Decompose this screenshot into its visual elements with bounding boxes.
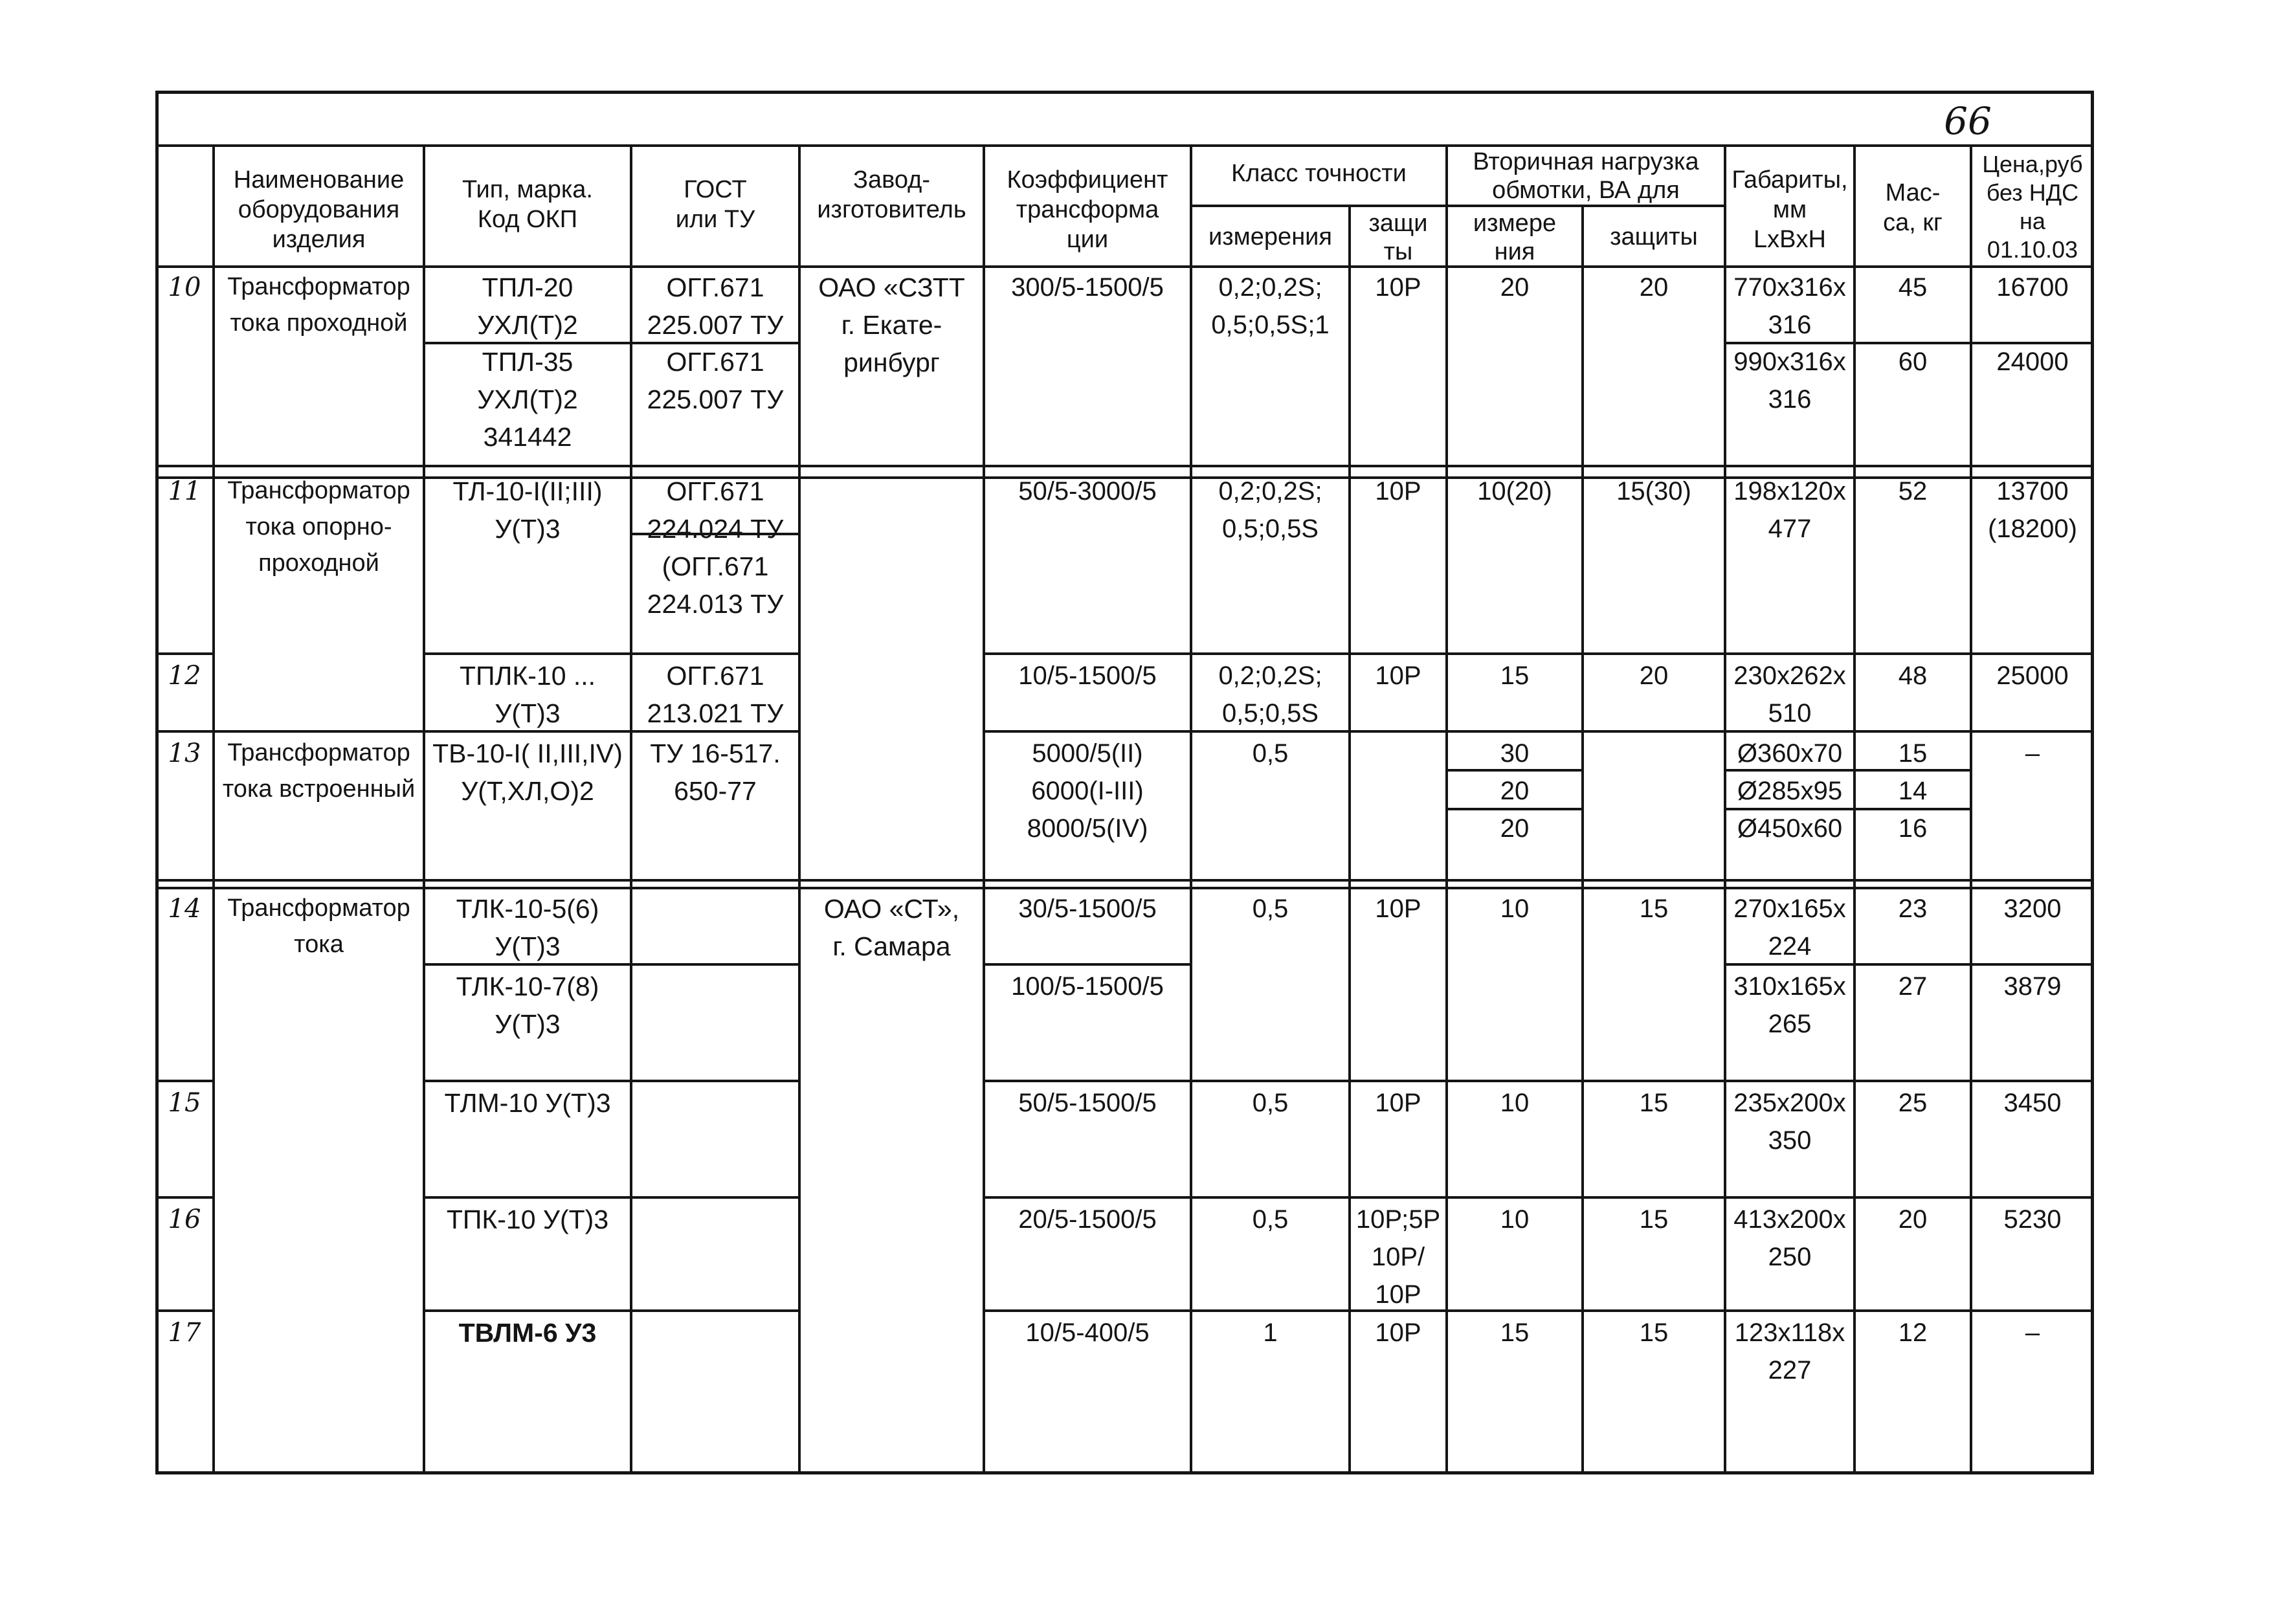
type-code: У(Т)3 bbox=[495, 1009, 561, 1039]
type-code: ТПЛ-20 bbox=[482, 273, 574, 302]
maker: ринбург bbox=[843, 348, 940, 377]
type-code: ТЛ-10-I(II;III) bbox=[452, 476, 603, 506]
dimensions: 230x262x bbox=[1733, 662, 1846, 690]
accuracy-protection: 10Р bbox=[1375, 273, 1421, 302]
row-rule bbox=[984, 963, 1191, 966]
row-number: 10 bbox=[168, 273, 201, 302]
type-code: ТПК-10 У(Т)3 bbox=[446, 1205, 609, 1234]
accuracy-measurement: 0,5 bbox=[1252, 895, 1289, 923]
load-measurement: 20 bbox=[1500, 273, 1530, 302]
load-protection: 15(30) bbox=[1616, 477, 1691, 506]
dimensions: 310x165x bbox=[1733, 972, 1846, 1001]
price: (18200) bbox=[1988, 515, 2077, 543]
type-code: У(Т)3 bbox=[495, 931, 561, 961]
accuracy-measurement: 0,5 bbox=[1252, 739, 1289, 768]
dimensions: 123x118x bbox=[1734, 1318, 1845, 1347]
dimensions: 270x165x bbox=[1733, 895, 1846, 923]
row-rule bbox=[155, 465, 2094, 467]
dimensions: 510 bbox=[1768, 699, 1812, 728]
row-rule bbox=[984, 730, 2094, 733]
type-code: У(Т)3 bbox=[495, 514, 561, 544]
gost: 225.007 ТУ bbox=[647, 384, 784, 414]
dimensions: Ø450x60 bbox=[1737, 814, 1843, 843]
ratio: 50/5-3000/5 bbox=[1018, 477, 1157, 506]
row-rule bbox=[424, 1196, 799, 1199]
dimensions: 990x316x bbox=[1733, 348, 1846, 376]
dimensions: 235x200x bbox=[1733, 1089, 1846, 1117]
header-mass: Мас- bbox=[1885, 179, 1941, 206]
gost: 224.013 ТУ bbox=[647, 589, 784, 619]
accuracy-measurement: 1 bbox=[1263, 1318, 1278, 1347]
equipment-name: Трансформатор bbox=[227, 273, 410, 300]
header-acc-prot: защи bbox=[1368, 210, 1428, 237]
mass: 60 bbox=[1898, 348, 1928, 376]
load-measurement: 15 bbox=[1500, 1318, 1530, 1347]
equipment-name: тока bbox=[294, 931, 344, 958]
header-load-meas: ния bbox=[1494, 238, 1535, 265]
gost: ОГГ.671 bbox=[666, 273, 764, 302]
header-bottom-rule bbox=[155, 265, 2094, 268]
dimensions: 350 bbox=[1768, 1126, 1812, 1155]
ratio: 5000/5(II) bbox=[1032, 739, 1143, 768]
accuracy-measurement: 0,5;0,5S bbox=[1221, 699, 1319, 728]
price: 3450 bbox=[2003, 1089, 2062, 1117]
type-code: У(Т,ХЛ,О)2 bbox=[461, 776, 594, 806]
maker: г. Екате- bbox=[841, 310, 942, 340]
row-rule bbox=[984, 652, 2094, 655]
price: – bbox=[2025, 1318, 2040, 1347]
price: 5230 bbox=[2003, 1205, 2062, 1234]
accuracy-protection: 10Р;5Р bbox=[1355, 1205, 1441, 1234]
header-price: без НДС bbox=[1986, 179, 2079, 206]
header-type: Код ОКП bbox=[477, 206, 578, 233]
row-rule bbox=[155, 1080, 214, 1082]
column-rule bbox=[212, 146, 215, 1474]
price: 13700 bbox=[1996, 477, 2069, 506]
maker: ОАО «СЗТТ bbox=[818, 273, 965, 302]
header-name: Наименование bbox=[233, 166, 405, 194]
load-protection: 15 bbox=[1639, 1089, 1669, 1117]
header-price: Цена,руб bbox=[1982, 151, 2083, 177]
type-code: ТПЛК-10 ... bbox=[459, 661, 596, 691]
type-code: ТПЛ-35 bbox=[482, 347, 574, 377]
dimensions: 477 bbox=[1768, 515, 1812, 543]
mass: 23 bbox=[1898, 895, 1928, 923]
ratio: 300/5-1500/5 bbox=[1011, 273, 1164, 302]
header-load-prot: защиты bbox=[1610, 223, 1698, 250]
equipment-name: тока проходной bbox=[230, 309, 408, 337]
row-number: 13 bbox=[168, 739, 201, 768]
equipment-name: Трансформатор bbox=[227, 739, 410, 766]
header-mass: са, кг bbox=[1883, 209, 1943, 236]
dimensions: 198x120x bbox=[1733, 477, 1846, 506]
equipment-name: проходной bbox=[258, 550, 379, 577]
dimensions: Ø360x70 bbox=[1737, 739, 1843, 768]
accuracy-measurement: 0,5 bbox=[1252, 1089, 1289, 1117]
header-ratio: ции bbox=[1066, 226, 1109, 253]
row-number: 15 bbox=[168, 1088, 201, 1118]
header-gost: или ТУ bbox=[675, 206, 755, 233]
dimensions: 227 bbox=[1768, 1356, 1812, 1385]
equipment-name: Трансформатор bbox=[227, 477, 410, 504]
row-rule bbox=[984, 1309, 2094, 1312]
price: – bbox=[2025, 739, 2040, 768]
header-top-rule bbox=[155, 144, 2094, 147]
row-rule bbox=[424, 1080, 799, 1082]
load-measurement: 20 bbox=[1500, 777, 1530, 805]
accuracy-measurement: 0,2;0,2S; bbox=[1218, 273, 1322, 302]
equipment-name: тока опорно- bbox=[245, 513, 392, 540]
maker: ОАО «СТ», bbox=[823, 894, 960, 924]
accuracy-protection: 10Р bbox=[1375, 1280, 1421, 1309]
header-price: на bbox=[2020, 208, 2045, 234]
type-code: У(Т)3 bbox=[495, 698, 561, 728]
ratio: 10/5-400/5 bbox=[1025, 1318, 1150, 1347]
row-rule bbox=[984, 1080, 2094, 1082]
load-measurement: 10(20) bbox=[1477, 477, 1552, 506]
row-rule bbox=[155, 1196, 214, 1199]
type-code: ТЛК-10-5(6) bbox=[456, 894, 599, 924]
accuracy-protection: 10Р bbox=[1375, 662, 1421, 690]
type-code: ТВ-10-I( II,III,IV) bbox=[432, 739, 623, 768]
ratio: 100/5-1500/5 bbox=[1011, 972, 1164, 1001]
load-measurement: 10 bbox=[1500, 895, 1530, 923]
header-gost: ГОСТ bbox=[684, 176, 747, 203]
ratio: 10/5-1500/5 bbox=[1018, 662, 1157, 690]
header-price: 01.10.03 bbox=[1987, 236, 2078, 263]
mass: 27 bbox=[1898, 972, 1928, 1001]
type-code: ТЛК-10-7(8) bbox=[456, 972, 599, 1001]
load-measurement: 10 bbox=[1500, 1089, 1530, 1117]
price: 24000 bbox=[1996, 348, 2069, 376]
equipment-name: Трансформатор bbox=[227, 895, 410, 922]
mass: 52 bbox=[1898, 477, 1928, 506]
header-ratio: трансформа bbox=[1016, 196, 1159, 223]
load-measurement: 20 bbox=[1500, 814, 1530, 843]
dimensions: 770x316x bbox=[1733, 273, 1846, 302]
row-rule bbox=[155, 652, 214, 655]
dimensions: 250 bbox=[1768, 1243, 1812, 1271]
dimensions: 316 bbox=[1768, 385, 1812, 414]
gost: 225.007 ТУ bbox=[647, 310, 784, 340]
gost: 224.024 ТУ bbox=[647, 514, 784, 544]
header-load: Вторичная нагрузка bbox=[1473, 148, 1699, 175]
header-name: оборудования bbox=[238, 196, 400, 223]
dimensions: 224 bbox=[1768, 932, 1812, 961]
mass: 48 bbox=[1898, 662, 1928, 690]
row-number: 14 bbox=[168, 894, 201, 924]
price: 16700 bbox=[1996, 273, 2069, 302]
row-number: 16 bbox=[168, 1205, 201, 1234]
price: 3200 bbox=[2003, 895, 2062, 923]
gost: ОГГ.671 bbox=[666, 661, 764, 691]
dimensions: 413x200x bbox=[1733, 1205, 1846, 1234]
row-number: 11 bbox=[168, 476, 201, 506]
load-subheader-rule bbox=[1447, 205, 1725, 207]
ratio: 8000/5(IV) bbox=[1027, 814, 1148, 843]
accuracy-protection: 10Р bbox=[1375, 477, 1421, 506]
type-code: 341442 bbox=[483, 422, 572, 452]
accuracy-protection: 10Р bbox=[1375, 1089, 1421, 1117]
gost: ОГГ.671 bbox=[666, 347, 764, 377]
ratio: 50/5-1500/5 bbox=[1018, 1089, 1157, 1117]
gost: (ОГГ.671 bbox=[662, 551, 769, 581]
load-protection: 15 bbox=[1639, 1205, 1669, 1234]
type-code: ТВЛМ-6 У3 bbox=[458, 1318, 597, 1348]
gost: ОГГ.671 bbox=[666, 476, 764, 506]
header-dims: Габариты, bbox=[1732, 166, 1848, 194]
accuracy-protection: 10Р bbox=[1375, 895, 1421, 923]
row-number: 17 bbox=[168, 1318, 201, 1348]
row-rule bbox=[424, 652, 799, 655]
accuracy-measurement: 0,5 bbox=[1252, 1205, 1289, 1234]
mass: 15 bbox=[1898, 739, 1928, 768]
header-maker: изготовитель bbox=[817, 196, 966, 223]
mass: 12 bbox=[1898, 1318, 1928, 1347]
price: 25000 bbox=[1996, 662, 2069, 690]
mass: 16 bbox=[1898, 814, 1928, 843]
type-code: УХЛ(Т)2 bbox=[477, 384, 578, 414]
row-number: 12 bbox=[168, 661, 201, 691]
price: 3879 bbox=[2003, 972, 2062, 1001]
accuracy-measurement: 0,5;0,5S bbox=[1221, 515, 1319, 543]
dimensions: 316 bbox=[1768, 311, 1812, 339]
row-rule bbox=[155, 1309, 214, 1312]
accuracy-protection: 10Р bbox=[1375, 1318, 1421, 1347]
header-dims: LxBxH bbox=[1754, 226, 1826, 253]
maker: г. Самара bbox=[832, 931, 951, 961]
row-rule bbox=[424, 1309, 799, 1312]
accuracy-subheader-rule bbox=[1191, 205, 1447, 207]
header-maker: Завод- bbox=[853, 166, 930, 194]
load-measurement: 30 bbox=[1500, 739, 1530, 768]
mass: 20 bbox=[1898, 1205, 1928, 1234]
mass: 45 bbox=[1898, 273, 1928, 302]
row-rule bbox=[155, 879, 2094, 882]
load-measurement: 10 bbox=[1500, 1205, 1530, 1234]
dimensions: 265 bbox=[1768, 1010, 1812, 1038]
load-protection: 15 bbox=[1639, 895, 1669, 923]
ratio: 6000(I-III) bbox=[1031, 777, 1144, 805]
accuracy-measurement: 0,2;0,2S; bbox=[1218, 662, 1322, 690]
mass: 25 bbox=[1898, 1089, 1928, 1117]
header-acc-prot: ты bbox=[1383, 238, 1413, 265]
load-measurement: 15 bbox=[1500, 662, 1530, 690]
ratio: 30/5-1500/5 bbox=[1018, 895, 1157, 923]
header-load-meas: измере bbox=[1473, 210, 1557, 237]
accuracy-measurement: 0,5;0,5S;1 bbox=[1211, 311, 1330, 339]
gost: ТУ 16-517. bbox=[650, 739, 781, 768]
accuracy-protection: 10Р/ bbox=[1371, 1243, 1425, 1271]
gost: 213.021 ТУ bbox=[647, 698, 784, 728]
page-number: 66 bbox=[1944, 99, 1992, 143]
mass: 14 bbox=[1898, 777, 1928, 805]
header-acc-meas: измерения bbox=[1208, 223, 1332, 250]
header-name: изделия bbox=[272, 226, 366, 253]
load-protection: 15 bbox=[1639, 1318, 1669, 1347]
accuracy-measurement: 0,2;0,2S; bbox=[1218, 477, 1322, 506]
row-rule bbox=[155, 887, 2094, 889]
equipment-name: тока встроенный bbox=[222, 775, 416, 803]
type-code: УХЛ(Т)2 bbox=[477, 310, 578, 340]
dimensions: Ø285x95 bbox=[1737, 777, 1843, 805]
header-dims: мм bbox=[1772, 196, 1807, 223]
header-ratio: Коэффициент bbox=[1007, 166, 1168, 194]
load-protection: 20 bbox=[1639, 662, 1669, 690]
header-load: обмотки, ВА для bbox=[1492, 177, 1680, 204]
row-rule bbox=[984, 1196, 2094, 1199]
ratio: 20/5-1500/5 bbox=[1018, 1205, 1157, 1234]
type-code: ТЛМ-10 У(Т)3 bbox=[444, 1088, 611, 1118]
header-accuracy: Класс точности bbox=[1231, 160, 1407, 187]
header-type: Тип, марка. bbox=[462, 176, 593, 203]
load-protection: 20 bbox=[1639, 273, 1669, 302]
gost: 650-77 bbox=[674, 776, 757, 806]
